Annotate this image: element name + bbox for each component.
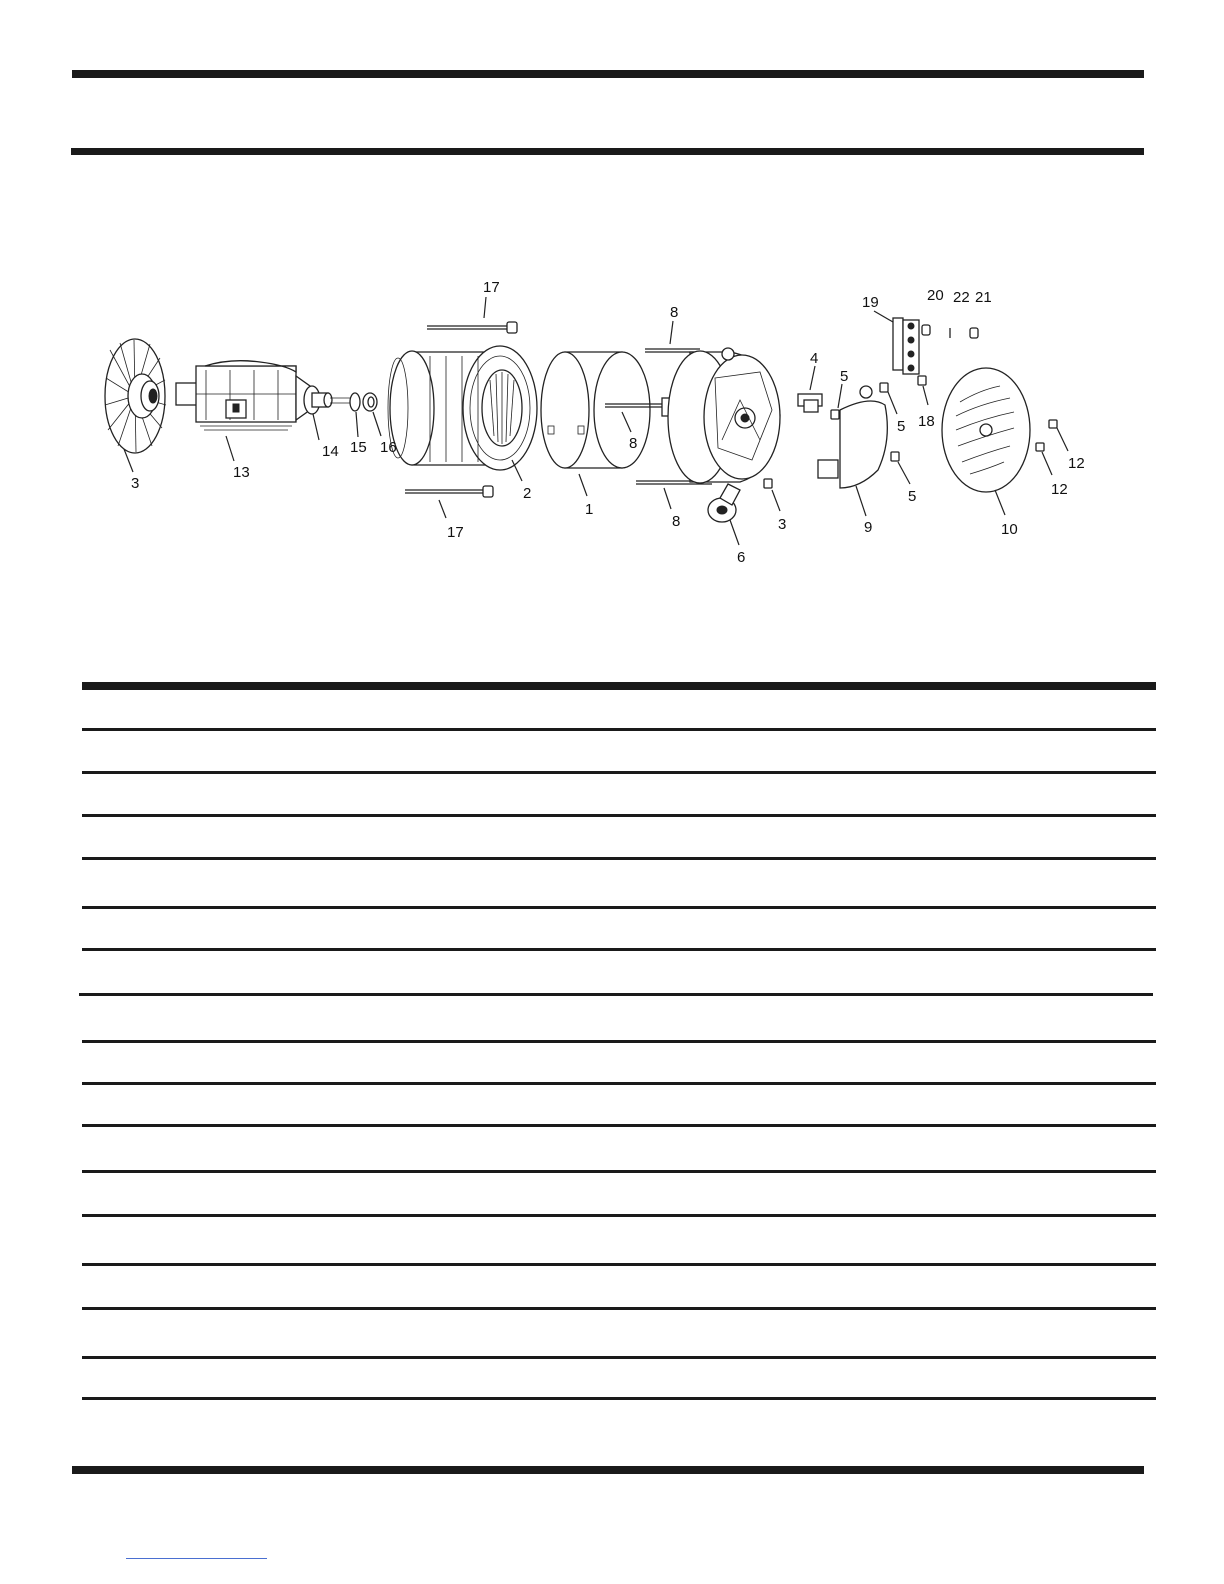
callout-8-top: 8 (670, 304, 679, 321)
table-row-rule (82, 1356, 1156, 1359)
nut-part (363, 393, 377, 411)
rear-cover-part (942, 368, 1030, 492)
footer-rule (72, 1466, 1144, 1474)
table-row-rule (82, 1082, 1156, 1085)
callout-12-top: 12 (1068, 455, 1085, 472)
shaft-bearing-part (304, 386, 350, 414)
callout-9: 9 (864, 519, 873, 536)
table-row-rule (82, 771, 1156, 774)
washer-part (350, 393, 360, 411)
screw-18 (918, 376, 926, 385)
through-bolt-lower (405, 486, 493, 497)
fan-flywheel-part (105, 339, 166, 453)
footer-link-underline[interactable] (126, 1558, 267, 1559)
table-row-rule (82, 814, 1156, 817)
table-row-rule (82, 1214, 1156, 1217)
table-header-rule (82, 682, 1156, 690)
through-bolt-upper (427, 322, 517, 333)
table-row-rule (82, 1040, 1156, 1043)
callout-22: 22 (953, 289, 970, 306)
callout-17-top: 17 (483, 279, 500, 296)
screw-5c (891, 452, 899, 461)
screw-12b (1036, 443, 1044, 451)
callout-12-bottom: 12 (1051, 481, 1068, 498)
callout-16: 16 (380, 439, 397, 456)
table-row-rule (82, 1397, 1156, 1400)
callout-2: 2 (523, 485, 532, 502)
table-row-rule (82, 857, 1156, 860)
nut-21 (970, 328, 978, 338)
callout-21: 21 (975, 289, 992, 306)
screw-3-right (764, 479, 772, 488)
callout-20: 20 (927, 287, 944, 304)
end-bell-part (668, 348, 780, 483)
callout-17-bottom: 17 (447, 524, 464, 541)
callout-18: 18 (918, 413, 935, 430)
nut-20 (922, 325, 930, 335)
table-row-rule (82, 1124, 1156, 1127)
table-row-rule (82, 1263, 1156, 1266)
callout-8-middle: 8 (629, 435, 638, 452)
stator-part (388, 346, 537, 470)
screw-12a (1049, 420, 1057, 428)
capacitor-part (708, 484, 740, 522)
screw-5b (880, 383, 888, 392)
callout-13: 13 (233, 464, 250, 481)
callout-5-middle: 5 (897, 418, 906, 435)
table-row-rule (82, 1170, 1156, 1173)
exploded-parts-diagram (0, 0, 1224, 640)
callout-8-bottom: 8 (672, 513, 681, 530)
callout-14: 14 (322, 443, 339, 460)
callout-4: 4 (810, 350, 819, 367)
callout-5-bottom: 5 (908, 488, 917, 505)
table-row-rule (79, 993, 1153, 996)
screw-5a (831, 410, 839, 419)
rotor-part (176, 361, 310, 430)
callout-5-top: 5 (840, 368, 849, 385)
callout-3-left: 3 (131, 475, 140, 492)
end-cover-part (818, 386, 887, 488)
callout-19: 19 (862, 294, 879, 311)
callout-15: 15 (350, 439, 367, 456)
callout-10: 10 (1001, 521, 1018, 538)
table-row-rule (82, 728, 1156, 731)
table-row-rule (82, 1307, 1156, 1310)
terminal-strip-part (893, 318, 919, 374)
brush-holder-part (798, 394, 822, 412)
callout-6: 6 (737, 549, 746, 566)
table-row-rule (82, 906, 1156, 909)
table-row-rule (82, 948, 1156, 951)
callout-3-right: 3 (778, 516, 787, 533)
callout-1: 1 (585, 501, 594, 518)
